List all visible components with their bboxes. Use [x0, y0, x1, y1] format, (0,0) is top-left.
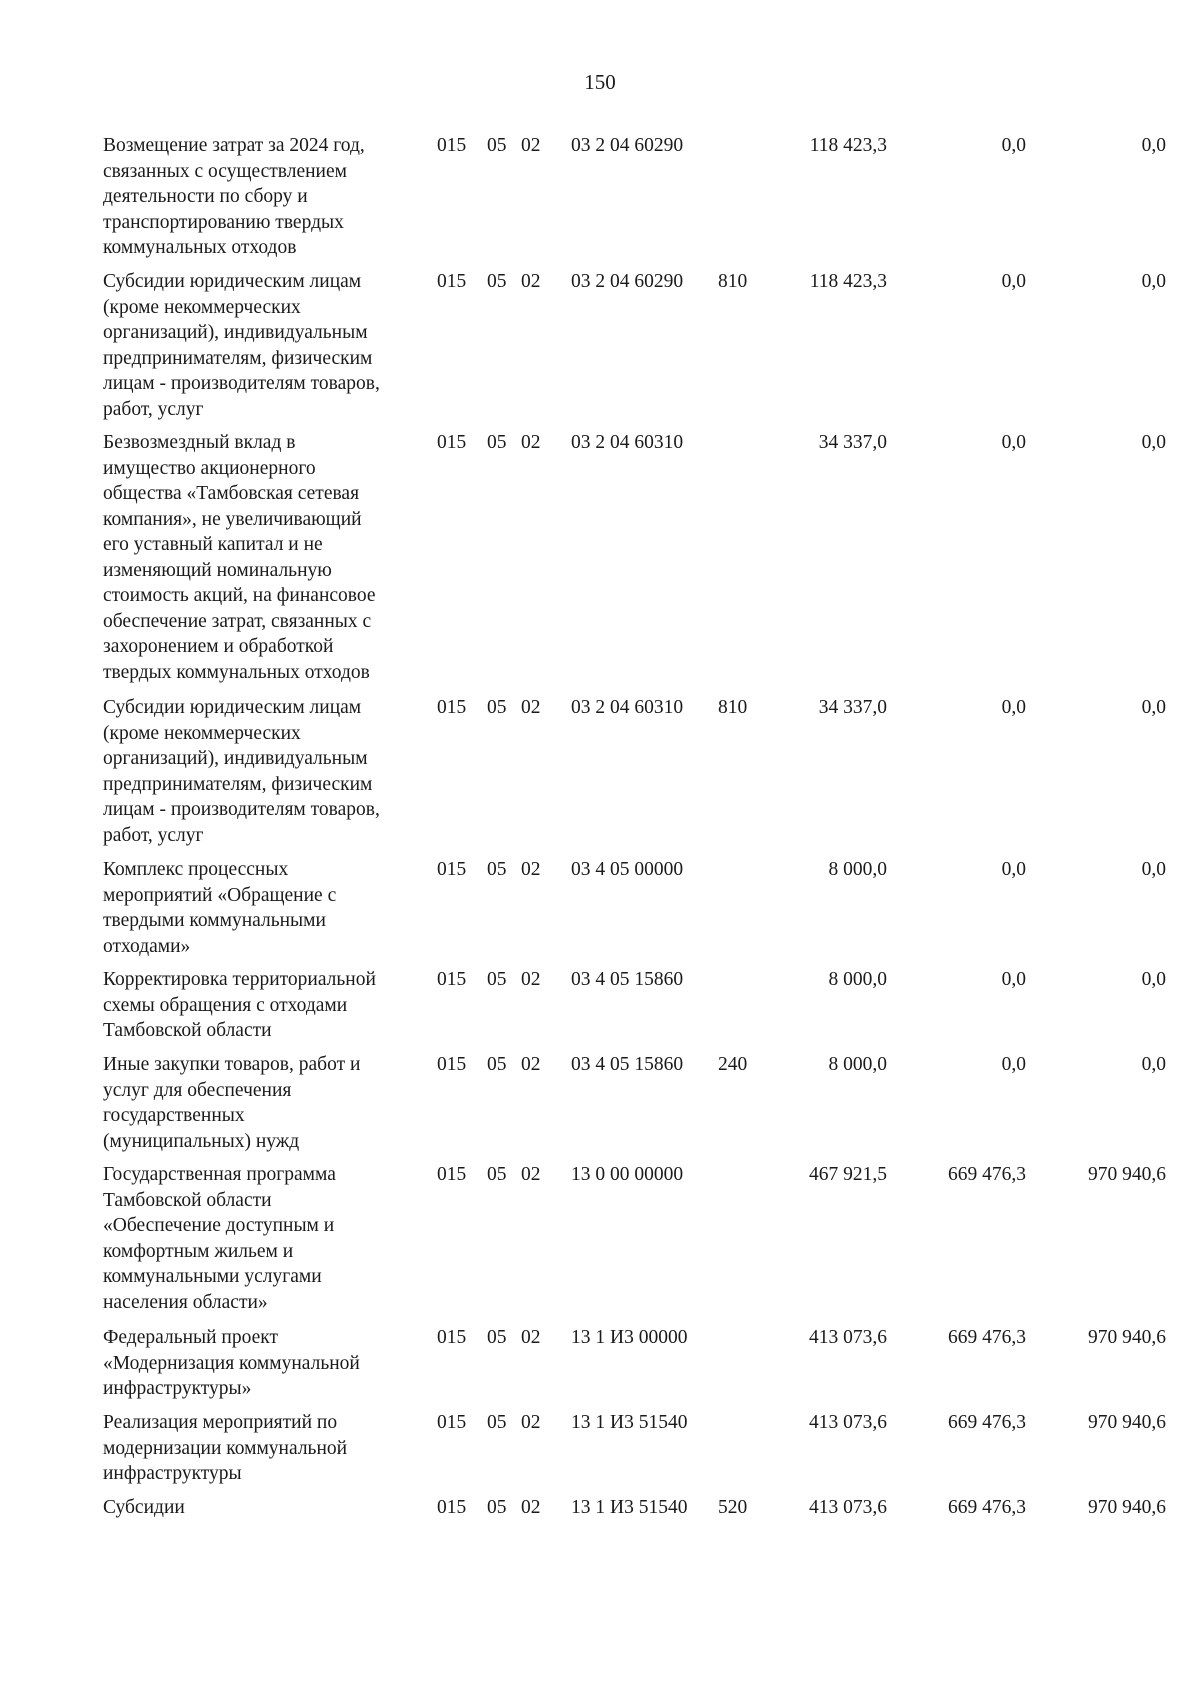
row-ministry-code: 015 — [437, 1327, 467, 1348]
row-amount-year2: 0,0 — [1001, 697, 1026, 718]
row-expense-type: 520 — [718, 1497, 748, 1518]
row-name: Реализация мероприятий по модернизации коммунальной инфраструктуры — [103, 1412, 348, 1484]
row-ministry-code: 015 — [437, 969, 467, 990]
row-section-code: 05 — [487, 969, 507, 990]
row-amount-year3: 970 940,6 — [1088, 1497, 1166, 1518]
row-name: Комплекс процессных мероприятий «Обращение с твердыми коммунальными отходами» — [103, 859, 337, 957]
row-amount-year1: 467 921,5 — [809, 1164, 887, 1185]
row-amount-year1: 34 337,0 — [818, 432, 887, 453]
row-subsection-code: 02 — [521, 969, 541, 990]
row-section-code: 05 — [487, 135, 507, 156]
row-target-article: 03 4 05 15860 — [571, 1054, 684, 1075]
row-name: Корректировка территориальной схемы обращения с отходами Тамбовской области — [103, 969, 376, 1041]
row-name: Субсидии юридическим лицам (кроме некоммерческих организаций), индивидуальным предпринимателям, физическим лицам - производителям товаров, работ, услуг — [103, 271, 380, 420]
row-amount-year2: 0,0 — [1001, 135, 1026, 156]
row-name: Субсидии — [103, 1497, 185, 1518]
row-ministry-code: 015 — [437, 697, 467, 718]
row-target-article: 03 2 04 60290 — [571, 135, 684, 156]
row-subsection-code: 02 — [521, 271, 541, 292]
row-name: Государственная программа Тамбовской области «Обеспечение доступным и комфортным жильем и коммунальными услугами населения области» — [103, 1164, 336, 1313]
row-section-code: 05 — [487, 271, 507, 292]
row-subsection-code: 02 — [521, 135, 541, 156]
row-section-code: 05 — [487, 432, 507, 453]
row-amount-year1: 8 000,0 — [828, 1054, 887, 1075]
row-name: Федеральный проект «Модернизация коммунальной инфраструктуры» — [103, 1327, 360, 1399]
row-amount-year3: 0,0 — [1141, 271, 1166, 292]
row-target-article: 03 2 04 60310 — [571, 697, 684, 718]
row-amount-year1: 118 423,3 — [809, 271, 887, 292]
row-section-code: 05 — [487, 859, 507, 880]
row-ministry-code: 015 — [437, 1497, 467, 1518]
row-amount-year2: 669 476,3 — [948, 1164, 1026, 1185]
row-section-code: 05 — [487, 1164, 507, 1185]
row-ministry-code: 015 — [437, 432, 467, 453]
row-section-code: 05 — [487, 1497, 507, 1518]
row-target-article: 13 0 00 00000 — [571, 1164, 684, 1185]
row-amount-year3: 0,0 — [1141, 859, 1166, 880]
row-name: Безвозмездный вклад в имущество акционерного общества «Тамбовская сетевая компания», не увеличивающий его уставный капитал и не изменяющий номинальную стоимость акций, на финансовое обеспечение затрат, связанных с захоронением и обработкой твердых коммунальных отходов — [103, 432, 376, 683]
row-name: Возмещение затрат за 2024 год, связанных с осуществлением деятельности по сбору и транспортированию твердых коммунальных отходов — [103, 135, 365, 258]
row-ministry-code: 015 — [437, 1412, 467, 1433]
row-ministry-code: 015 — [437, 271, 467, 292]
row-subsection-code: 02 — [521, 1054, 541, 1075]
row-name: Субсидии юридическим лицам (кроме некоммерческих организаций), индивидуальным предпринимателям, физическим лицам - производителям товаров, работ, услуг — [103, 697, 380, 846]
row-amount-year2: 669 476,3 — [948, 1412, 1026, 1433]
row-amount-year3: 0,0 — [1141, 432, 1166, 453]
row-amount-year1: 413 073,6 — [809, 1327, 887, 1348]
row-amount-year1: 34 337,0 — [818, 697, 887, 718]
row-amount-year2: 0,0 — [1001, 969, 1026, 990]
row-target-article: 13 1 И3 51540 — [571, 1497, 688, 1518]
row-section-code: 05 — [487, 697, 507, 718]
row-subsection-code: 02 — [521, 432, 541, 453]
row-amount-year2: 0,0 — [1001, 271, 1026, 292]
row-amount-year2: 0,0 — [1001, 859, 1026, 880]
row-target-article: 13 1 И3 00000 — [571, 1327, 688, 1348]
row-subsection-code: 02 — [521, 697, 541, 718]
row-target-article: 03 4 05 00000 — [571, 859, 684, 880]
row-name: Иные закупки товаров, работ и услуг для обеспечения государственных (муниципальных) нужд — [103, 1054, 361, 1152]
row-amount-year2: 0,0 — [1001, 1054, 1026, 1075]
row-amount-year3: 0,0 — [1141, 135, 1166, 156]
row-amount-year1: 413 073,6 — [809, 1497, 887, 1518]
row-amount-year2: 669 476,3 — [948, 1497, 1026, 1518]
row-subsection-code: 02 — [521, 1497, 541, 1518]
row-amount-year2: 0,0 — [1001, 432, 1026, 453]
row-target-article: 03 2 04 60290 — [571, 271, 684, 292]
row-amount-year1: 8 000,0 — [828, 859, 887, 880]
row-section-code: 05 — [487, 1412, 507, 1433]
row-expense-type: 810 — [718, 697, 748, 718]
row-expense-type: 240 — [718, 1054, 748, 1075]
row-amount-year3: 0,0 — [1141, 1054, 1166, 1075]
row-section-code: 05 — [487, 1327, 507, 1348]
row-amount-year1: 118 423,3 — [809, 135, 887, 156]
row-target-article: 03 4 05 15860 — [571, 969, 684, 990]
row-subsection-code: 02 — [521, 1412, 541, 1433]
row-target-article: 03 2 04 60310 — [571, 432, 684, 453]
row-amount-year3: 0,0 — [1141, 697, 1166, 718]
row-amount-year2: 669 476,3 — [948, 1327, 1026, 1348]
row-ministry-code: 015 — [437, 1054, 467, 1075]
row-amount-year3: 970 940,6 — [1088, 1164, 1166, 1185]
row-amount-year3: 970 940,6 — [1088, 1412, 1166, 1433]
row-section-code: 05 — [487, 1054, 507, 1075]
row-subsection-code: 02 — [521, 1164, 541, 1185]
row-amount-year3: 0,0 — [1141, 969, 1166, 990]
row-target-article: 13 1 И3 51540 — [571, 1412, 688, 1433]
page-number: 150 — [584, 70, 616, 94]
row-ministry-code: 015 — [437, 1164, 467, 1185]
row-amount-year3: 970 940,6 — [1088, 1327, 1166, 1348]
row-amount-year1: 8 000,0 — [828, 969, 887, 990]
row-subsection-code: 02 — [521, 859, 541, 880]
row-amount-year1: 413 073,6 — [809, 1412, 887, 1433]
row-ministry-code: 015 — [437, 135, 467, 156]
row-ministry-code: 015 — [437, 859, 467, 880]
row-subsection-code: 02 — [521, 1327, 541, 1348]
row-expense-type: 810 — [718, 271, 748, 292]
